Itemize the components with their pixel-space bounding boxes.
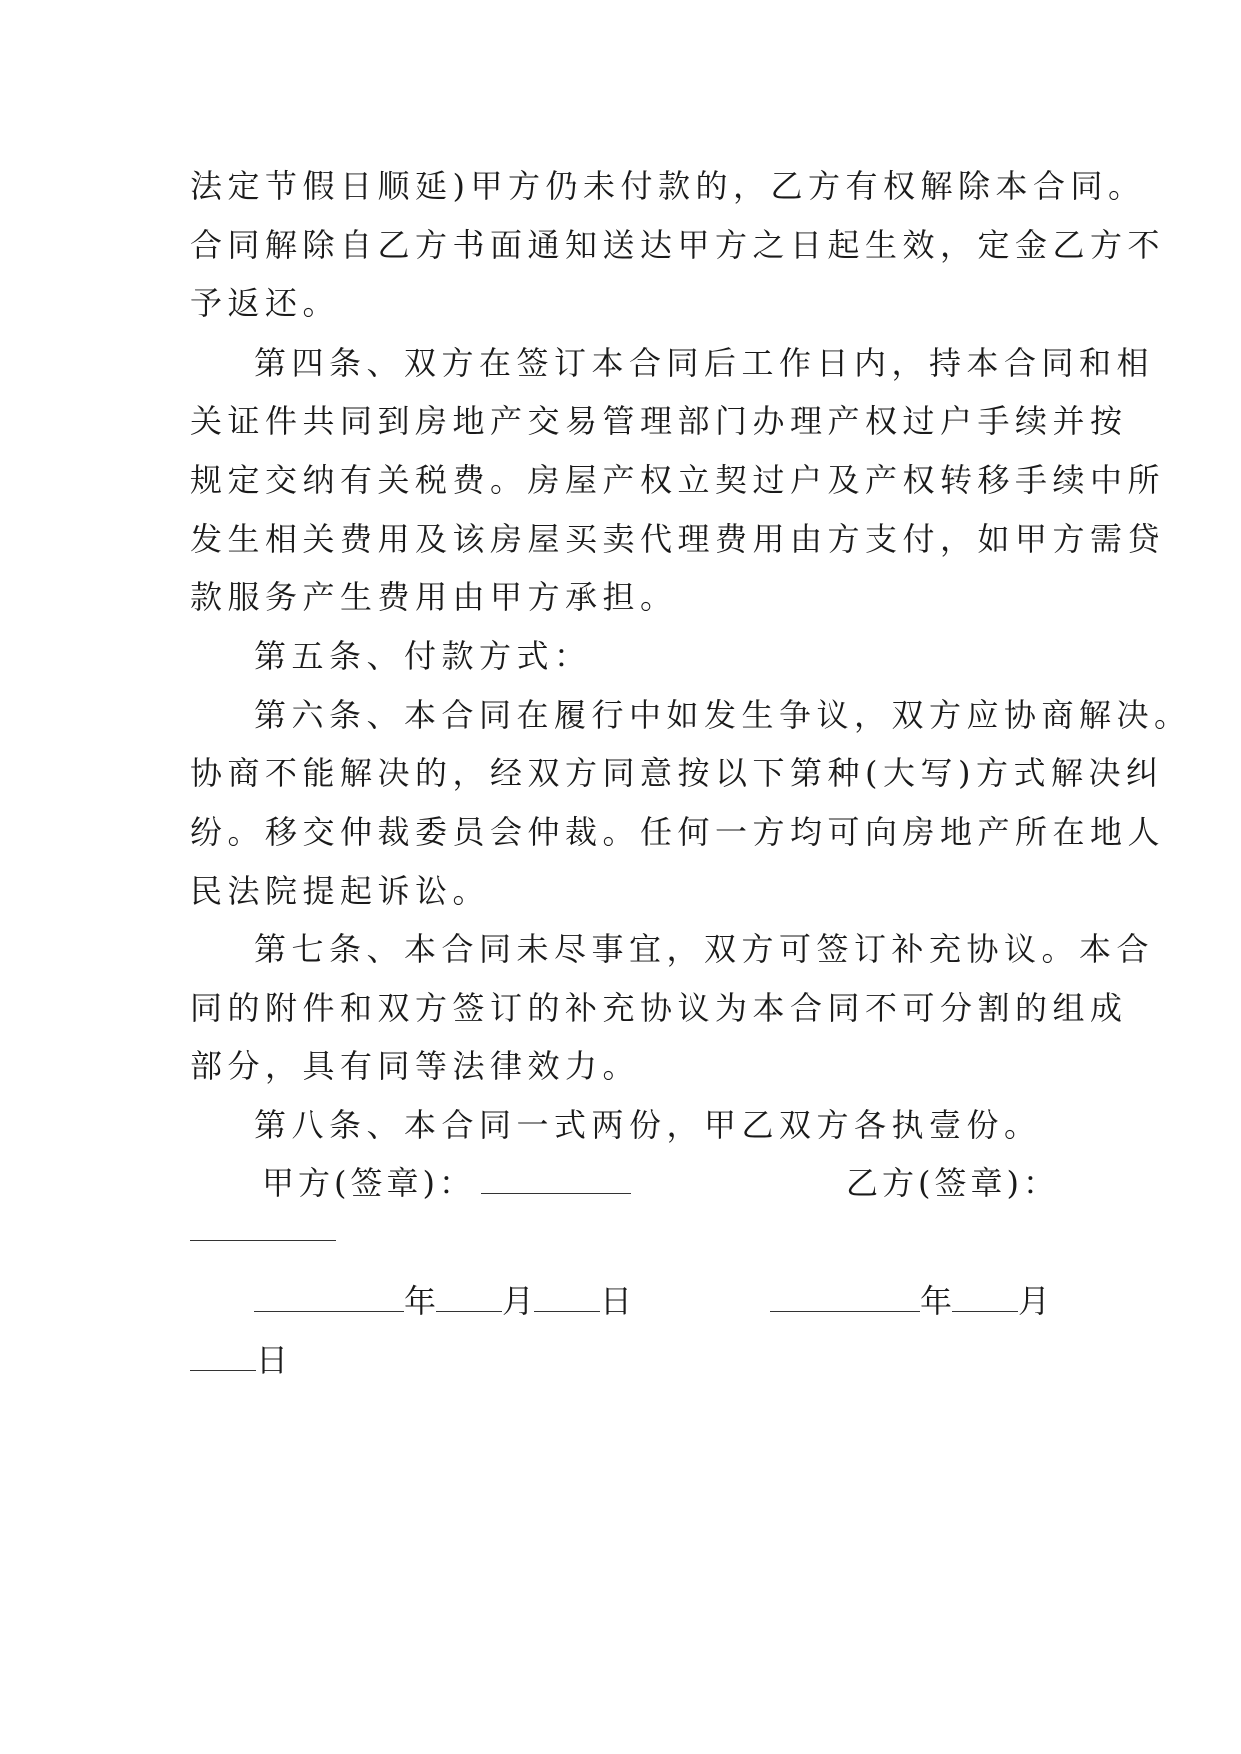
year-blank — [254, 1281, 404, 1312]
day-blank — [534, 1281, 600, 1312]
party-a-date — [254, 1281, 632, 1321]
party-b-signature — [846, 1163, 1059, 1203]
article-6-line: 协商不能解决的，经双方同意按以下第种(大写)方式解决纠 — [190, 754, 1164, 792]
year-blank — [770, 1281, 920, 1312]
article-6-line: 民法院提起诉讼。 — [190, 872, 491, 910]
article-4-line: 发生相关费用及该房屋买卖代理费用由方支付，如甲方需贷 — [190, 520, 1166, 558]
month-label: 月 — [502, 1282, 535, 1320]
paragraph-line: 予返还。 — [190, 284, 341, 322]
month-label: 月 — [1018, 1282, 1051, 1320]
party-b-signature-blank — [190, 1210, 336, 1241]
party-a-signature — [262, 1163, 631, 1203]
article-7-line: 部分，具有同等法律效力。 — [190, 1047, 641, 1085]
paragraph-line: 合同解除自乙方书面通知送达甲方之日起生效，定金乙方不 — [190, 226, 1166, 264]
party-a-label: 甲方(签章)： — [262, 1164, 475, 1202]
day-label: 日 — [256, 1341, 289, 1379]
month-blank — [436, 1281, 502, 1312]
year-label: 年 — [404, 1282, 437, 1320]
month-blank — [952, 1281, 1018, 1312]
article-6-line: 第六条、本合同在履行中如发生争议，双方应协商解决。 — [254, 696, 1192, 734]
party-b-date-continued — [190, 1340, 288, 1380]
day-label: 日 — [600, 1282, 633, 1320]
party-b-label: 乙方(签章)： — [846, 1164, 1059, 1202]
article-6-line: 纷。移交仲裁委员会仲裁。任何一方均可向房地产所在地人 — [190, 813, 1166, 851]
article-7-line: 第七条、本合同未尽事宜，双方可签订补充协议。本合 — [254, 930, 1155, 968]
article-5-line: 第五条、付款方式： — [254, 637, 592, 675]
day-blank — [190, 1340, 256, 1371]
article-4-line: 规定交纳有关税费。房屋产权立契过户及产权转移手续中所 — [190, 461, 1166, 499]
party-b-signature-blank-row — [190, 1210, 336, 1250]
paragraph-line: 法定节假日顺延)甲方仍未付款的，乙方有权解除本合同。 — [190, 167, 1146, 205]
article-8-line: 第八条、本合同一式两份，甲乙双方各执壹份。 — [254, 1106, 1042, 1144]
article-7-line: 同的附件和双方签订的补充协议为本合同不可分割的组成 — [190, 989, 1128, 1027]
party-a-signature-blank — [481, 1163, 631, 1194]
party-b-date — [770, 1281, 1050, 1321]
article-4-line: 关证件共同到房地产交易管理部门办理产权过户手续并按 — [190, 402, 1128, 440]
article-4-line: 第四条、双方在签订本合同后工作日内，持本合同和相 — [254, 344, 1155, 382]
year-label: 年 — [920, 1282, 953, 1320]
article-4-line: 款服务产生费用由甲方承担。 — [190, 578, 678, 616]
